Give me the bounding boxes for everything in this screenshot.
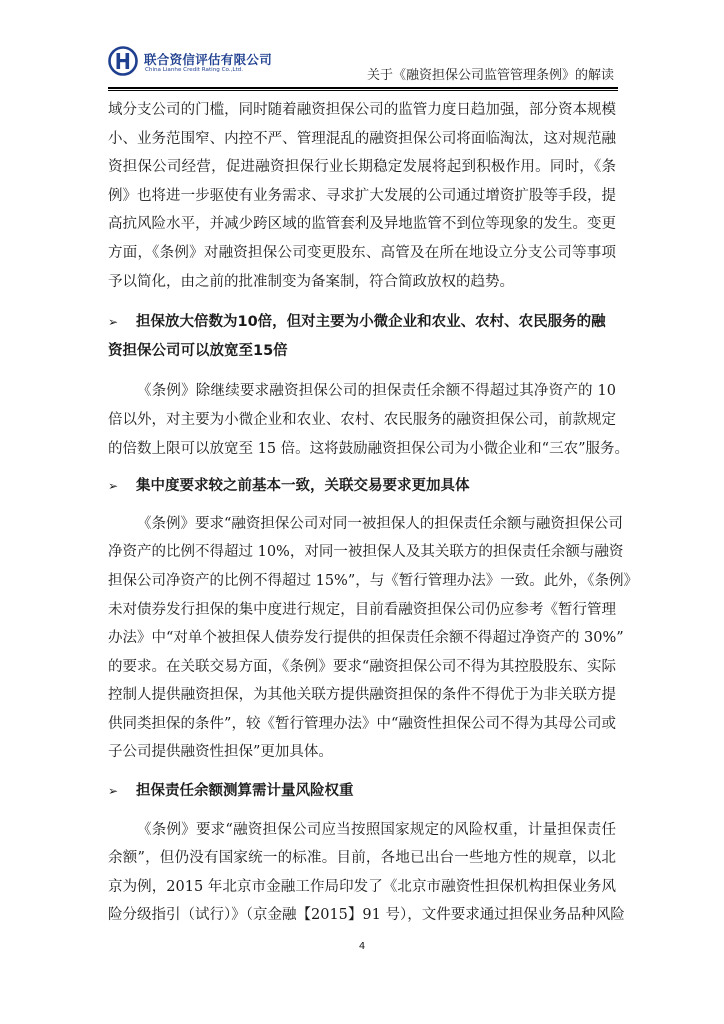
company-name-en: China Lianhe Credit Rating Co.,Ltd. (145, 67, 244, 73)
header-rule-thin (108, 90, 618, 91)
document-body (108, 96, 638, 930)
text-line: 担保公司净资产的比例不得超过 15%”，与《暂行管理办法》一致。此外，《条例》 (108, 572, 638, 589)
paragraph-leverage (108, 377, 629, 463)
heading-text: 集中度要求较之前基本一致，关联交易要求更加具体 (136, 478, 470, 495)
text-line: 子公司提供融资性担保”更加具体。 (108, 744, 333, 761)
section-heading-concentration (108, 472, 616, 501)
arrow-bullet-icon: ➢ (108, 784, 119, 799)
text-line: 资担保公司经营，促进融资担保行业长期稳定发展将起到积极作用。同时，《条 (108, 159, 616, 176)
text-line: 《条例》要求“融资担保公司应当按照国家规定的风险权重，计量担保责任 (137, 821, 616, 838)
text-line: 倍以外，对主要为小微企业和农业、农村、农民服务的融资担保公司，前款规定 (108, 411, 616, 428)
section-heading-leverage (108, 308, 616, 365)
text-line: 京为例，2015 年北京市金融工作局印发了《北京市融资性担保机构担保业务风 (108, 878, 616, 895)
text-line: 的倍数上限可以放宽至 15 倍。这将鼓励融资担保公司为小微企业和“三农”服务。 (108, 440, 629, 457)
text-line: 例》也将进一步驱使有业务需求、寻求扩大发展的公司通过增资扩股等手段，提 (108, 187, 616, 204)
document-title: 关于《融资担保公司监管管理条例》的解读 (366, 68, 614, 83)
arrow-bullet-icon: ➢ (108, 315, 119, 330)
text-line: 域分支公司的门槛，同时随着融资担保公司的监管力度日趋加强，部分资本规模 (108, 102, 616, 118)
heading-text: 担保责任余额测算需计量风险权重 (136, 783, 354, 800)
text-line: 予以简化，由之前的批准制变为备案制，符合简政放权的趋势。 (108, 273, 514, 290)
text-line: 《条例》要求“融资担保公司对同一被担保人的担保责任余额与融资担保公司 (137, 515, 623, 532)
heading-text: 资担保公司可以放宽至15倍 (108, 342, 288, 359)
text-line: 余额”，但仍没有国家统一的标准。目前，各地已出台一些地方性的规章，以北 (108, 850, 616, 867)
text-line: 未对债券发行担保的集中度进行规定，目前看融资担保公司仍应参考《暂行管理 (108, 601, 616, 618)
text-line: 方面，《条例》对融资担保公司变更股东、高管及在所在地设立分支公司等事项 (108, 244, 616, 261)
paragraph-branch-threshold (108, 96, 616, 296)
company-name-cn: 联合资信评估有限公司 (144, 52, 273, 67)
text-line: 办法》中“对单个被担保人债券发行提供的担保责任余额不得超过净资产的 30%” (108, 630, 624, 647)
text-line: 险分级指引（试行）》（京金融【2015】91 号），文件要求通过担保业务品种风险 (108, 907, 625, 924)
page-number: 4 (358, 941, 366, 952)
lianhe-logo-icon (108, 46, 138, 76)
paragraph-concentration (108, 510, 638, 767)
text-line: 高抗风险水平，并减少跨区域的监管套利及异地监管不到位等现象的发生。变更 (108, 216, 616, 233)
header-rule-thick (108, 87, 618, 89)
text-line: 小、业务范围窄、内控不严、管理混乱的融资担保公司将面临淘汰，这对规范融 (108, 130, 616, 147)
text-line: 控制人提供融资担保，为其他关联方提供融资担保的条件不得优于为非关联方提 (108, 687, 616, 704)
text-line: 供同类担保的条件”，较《暂行管理办法》中“融资性担保公司不得为其母公司或 (108, 715, 616, 732)
text-line: 《条例》除继续要求融资担保公司的担保责任余额不得超过其净资产的 10 (137, 383, 616, 400)
section-heading-risk-weight (108, 777, 616, 806)
paragraph-risk-weight (108, 816, 625, 930)
text-line: 净资产的比例不得超过 10%，对同一被担保人及其关联方的担保责任余额与融资 (108, 544, 624, 561)
arrow-bullet-icon: ➢ (108, 479, 119, 494)
text-line: 的要求。在关联交易方面，《条例》要求“融资担保公司不得为其控股股东、实际 (108, 658, 616, 675)
page-header (108, 44, 618, 90)
heading-text: 担保放大倍数为10倍，但对主要为小微企业和农业、农村、农民服务的融 (136, 314, 606, 331)
